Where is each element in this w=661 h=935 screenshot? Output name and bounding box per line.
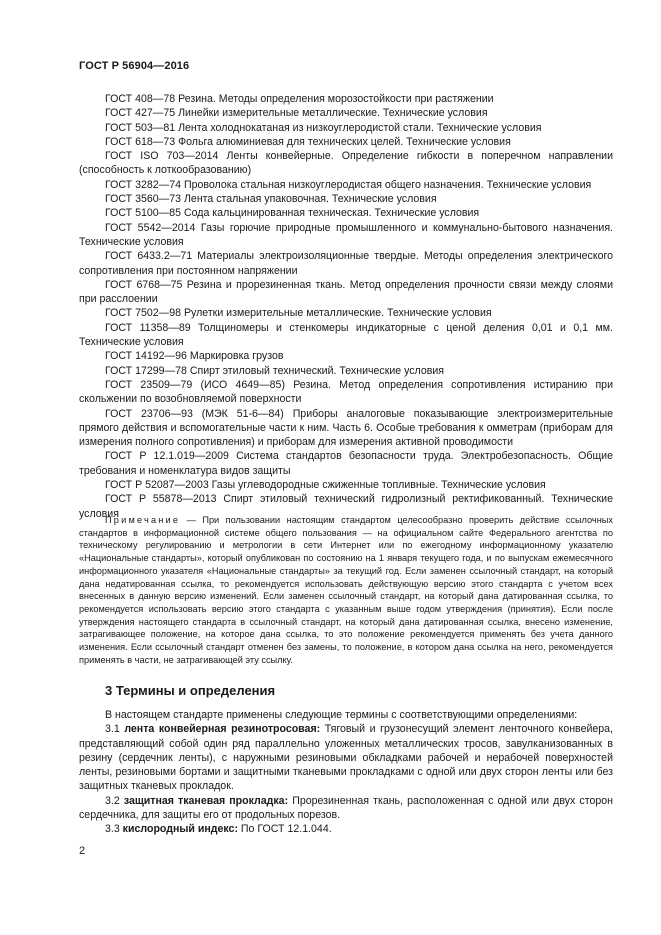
term-text: Прорезиненная ткань, расположенная с одной или двух сторон сердечника, для защиты его от продольных порезов. — [79, 794, 613, 822]
reference-item: ГОСТ 408—78 Резина. Методы определения морозостойкости при растяжении — [105, 93, 494, 105]
document-header: ГОСТ Р 56904—2016 — [79, 60, 190, 72]
term-definition — [79, 722, 613, 793]
term-name: кислородный индекс: — [122, 823, 238, 836]
page-number: 2 — [79, 845, 86, 857]
term-number: 3.2 — [105, 794, 124, 807]
reference-item: ГОСТ 618—73 Фольга алюминиевая для технических целей. Технические условия — [105, 135, 511, 148]
note-paragraph — [79, 514, 613, 666]
reference-item: ГОСТ 5100—85 Сода кальцинированная техническая. Технические условия — [105, 207, 480, 220]
normative-references-list — [79, 92, 613, 521]
section-body — [79, 708, 613, 837]
term-number: 3.3 — [105, 823, 123, 836]
reference-item: ГОСТ ISO 703—2014 Ленты конвейерные. Определение гибкости в поперечном направлении (способность к лоткообразованию) — [79, 150, 613, 177]
reference-item: ГОСТ 6433.2—71 Материалы электроизоляционные твердые. Методы определения электрического сопротивления при постоянном напряжении — [79, 250, 613, 277]
reference-item: ГОСТ 5542—2014 Газы горючие природные промышленного и коммунально-бытового назначения. Технические условия — [79, 221, 613, 248]
reference-item: ГОСТ Р 52087—2003 Газы углеводородные сжиженные топливные. Технические условия — [105, 479, 546, 492]
term-text: Тяговый и грузонесущий элемент ленточного конвейера, представляющий собой один ряд параллельно уложенных металлических тросов, завулканизованных в резину (сердечник ленты), с наружными резиновыми обкладками рабочей и нерабочей поверхностей ленты, резиновыми бортами и защитными тканевыми прокладками с одной или двух сторон ленты или без защитных тканевых прокладок. — [79, 723, 613, 793]
note-text: При пользовании настоящим стандартом целесообразно проверить действие ссылочных стандартов в информационной системе общего пользования — на официальном сайте Федерального агентства по техническому регулированию и метрологии в сети Интернет или по ежегодному информационному указателю «Национальные стандарты», который опубликован по состоянию на 1 января текущего года, и по выпускам ежемесячного информационного указателя «Национальные стандарты» за текущий год. Если заменен ссылочный стандарт, на который дана недатированная ссылка, то рекомендуется использовать действующую версию этого стандарта с учетом всех внесенных в данную версию изменений. Если заменен ссылочный стандарт, на который дана датированная ссылка, то рекомендуется использовать версию этого стандарта с указанным выше годом утверждения (принятия). Если после утверждения настоящего стандарта в ссылочный стандарт, на который дана датированная ссылка, внесено изменение, затрагивающее положение, на которое дана ссылка, то это положение рекомендуется применять без учета данного изменения. Если ссылочный стандарт отменен без замены, то положение, в котором дана ссылка на него, рекомендуется применять в части, не затрагивающей эту ссылку. — [79, 515, 613, 665]
reference-item: ГОСТ 3282—74 Проволока стальная низкоуглеродистая общего назначения. Технические условия — [105, 178, 592, 191]
reference-item: ГОСТ 7502—98 Рулетки измерительные металлические. Технические условия — [105, 307, 492, 320]
term-number: 3.1 — [105, 723, 125, 736]
note-label: Примечание — [105, 515, 181, 525]
reference-item: ГОСТ 3560—73 Лента стальная упаковочная. Технические условия — [105, 193, 437, 206]
term-name: защитная тканевая прокладка: — [123, 794, 289, 807]
reference-item: ГОСТ Р 55878—2013 Спирт этиловый технический гидролизный ректификованный. Технические условия — [79, 493, 613, 520]
section-intro: В настоящем стандарте применены следующие термины с соответствующими определениями: — [105, 709, 578, 721]
note-block — [79, 514, 613, 666]
reference-item: ГОСТ 23509—79 (ИСО 4649—85) Резина. Метод определения сопротивления истиранию при скольжении по возобновляемой поверхности — [79, 378, 613, 406]
reference-item: ГОСТ 14192—96 Маркировка грузов — [105, 350, 284, 363]
reference-item: ГОСТ 23706—93 (МЭК 51-6—84) Приборы аналоговые показывающие электроизмерительные прямого действия и вспомогательные части к ним. Часть 6. Особые требования к омметрам (приборам для измерения полного сопротивления) и приборам для измерения активной проводимости — [79, 407, 613, 449]
term-definition — [79, 794, 613, 823]
term-name: лента конвейерная резинотросовая: — [124, 723, 321, 736]
reference-item: ГОСТ 6768—75 Резина и прорезиненная ткань. Метод определения прочности связи между слоями при расслоении — [79, 278, 613, 306]
term-definition — [79, 822, 613, 836]
term-text: По ГОСТ 12.1.044. — [237, 823, 332, 836]
section-title: 3 Термины и определения — [105, 683, 276, 698]
reference-item: ГОСТ Р 12.1.019—2009 Система стандартов безопасности труда. Электробезопасность. Общие требования и номенклатура видов защиты — [79, 450, 613, 477]
reference-item: ГОСТ 427—75 Линейки измерительные металлические. Технические условия — [105, 107, 488, 120]
reference-item: ГОСТ 17299—78 Спирт этиловый технический. Технические условия — [105, 364, 445, 377]
note-dash: — — [180, 515, 203, 525]
reference-item: ГОСТ 11358—89 Толщиномеры и стенкомеры индикаторные с ценой деления 0,01 и 0,1 мм. Технические условия — [79, 321, 613, 349]
reference-item: ГОСТ 503—81 Лента холоднокатаная из низкоуглеродистой стали. Технические условия — [105, 121, 542, 134]
